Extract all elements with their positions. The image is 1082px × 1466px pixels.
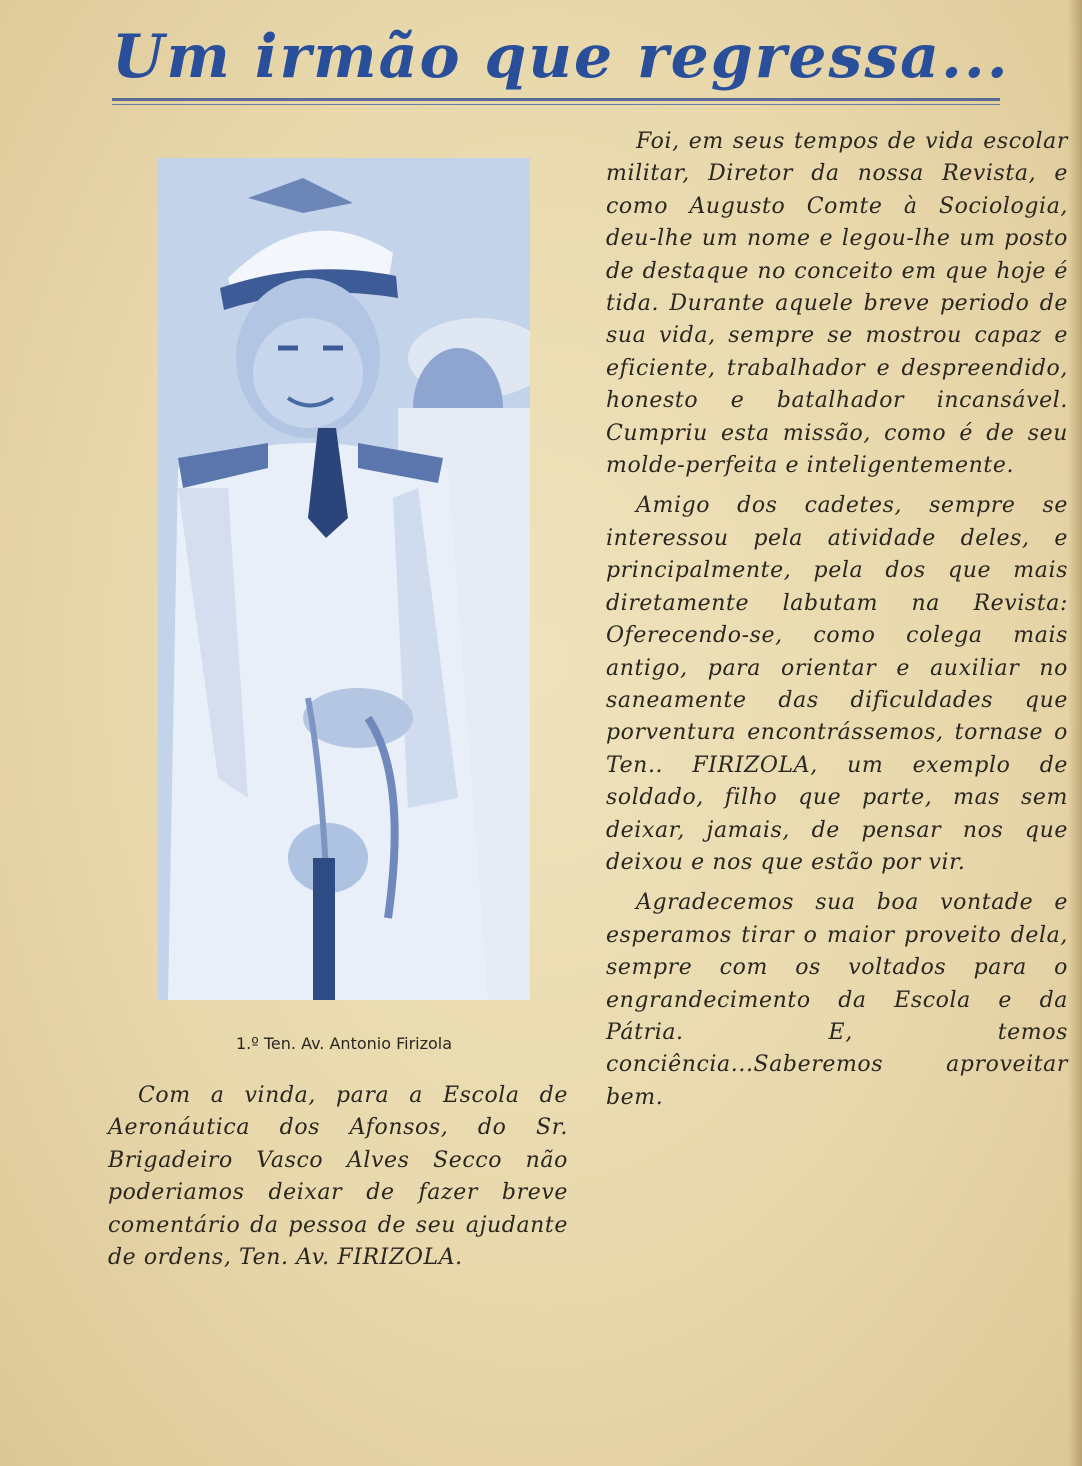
officer-photo bbox=[158, 158, 530, 1000]
right-column bbox=[606, 126, 1068, 1114]
article-title: Um irmão que regressa... bbox=[112, 22, 1010, 92]
photo-caption: 1.º Ten. Av. Antonio Firizola bbox=[235, 1034, 453, 1053]
right-paragraph-2: Amigo dos cadetes, sempre se interessou pela atividade deles, e principalmente, pela dos que mais diretamente labutam na Revista: Oferecendo-se, como colega mais antigo, para orientar e auxiliar no saneamente das dificuldades que porventura encontrássemos, tornase o Ten.. FIRIZOLA, um exemplo de soldado, filho que parte, mas sem deixar, jamais, de pensar nos que deixou e nos que estão por vir. bbox=[606, 493, 1068, 875]
title-rule-thin bbox=[112, 104, 1000, 105]
right-paragraph-3: Agradecemos sua boa vontade e esperamos tirar o maior proveito dela, sempre com os voltados para o engrandecimento da Escola e da Pátria. E, temos conciência...Saberemos aproveitar bem. bbox=[606, 890, 1068, 1110]
title-rule bbox=[112, 98, 1000, 101]
left-column bbox=[108, 1080, 568, 1274]
right-paragraph-1: Foi, em seus tempos de vida escolar militar, Diretor da nossa Revista, e como Augusto Comte à Sociologia, deu-lhe um nome e legou-lhe um posto de destaque no conceito em que hoje é tida. Durante aquele breve periodo de sua vida, sempre se mostrou capaz e eficiente, trabalhador e despreendido, honesto e batalhador incansável. Cumpriu esta missão, como é de seu molde-perfeita e inteligentemente. bbox=[606, 129, 1068, 479]
left-paragraph: Com a vinda, para a Escola de Aeronáutica dos Afonsos, do Sr. Brigadeiro Vasco Alves Secco não poderiamos deixar de fazer breve comentário da pessoa de seu ajudante de ordens, Ten. Av. FIRIZOLA. bbox=[108, 1083, 568, 1271]
page-edge-shadow bbox=[1068, 0, 1082, 1466]
